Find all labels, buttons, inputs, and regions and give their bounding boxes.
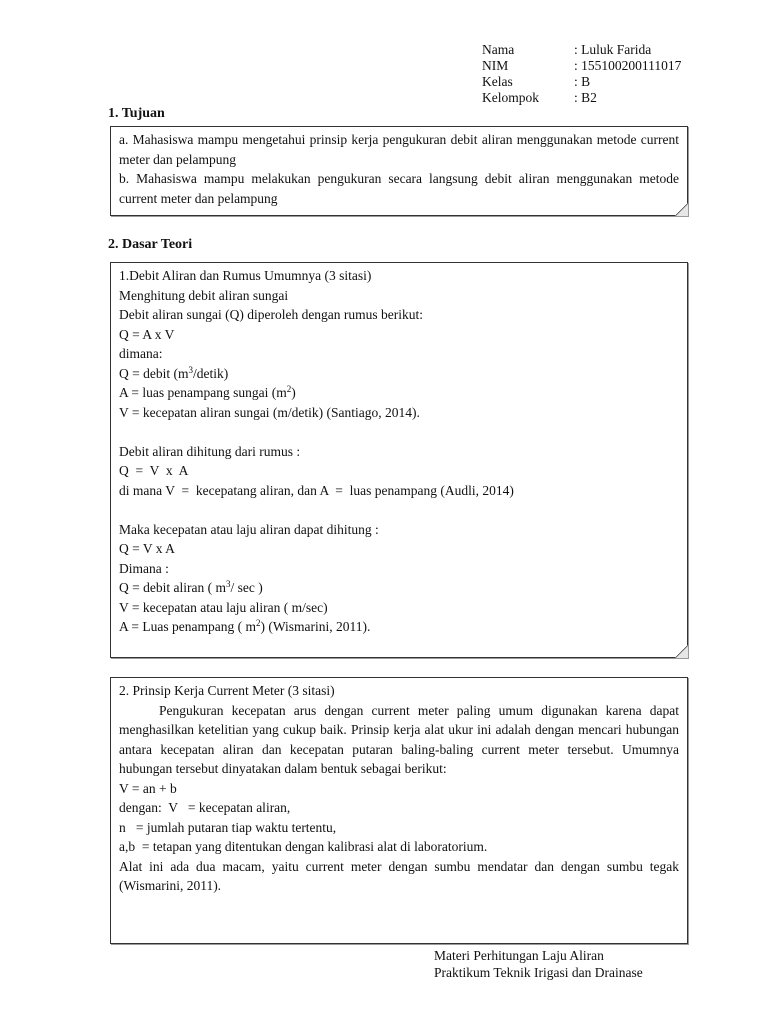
box1-line: Debit aliran sungai (Q) diperoleh dengan rumus berikut: — [119, 307, 424, 322]
header-kelas — [482, 74, 590, 90]
box1-formula: Q = V x A — [119, 463, 189, 478]
box2-paragraph-2: Alat ini ada dua macam, yaitu current meter dengan sumbu mendatar dan dengan sumbu tegak (Wismarini, 2011). — [119, 858, 679, 893]
footer-line-1: Materi Perhitungan Laju Aliran — [434, 948, 604, 963]
box2-definition: a,b = tetapan yang ditentukan dengan kalibrasi alat di laboratorium. — [119, 839, 488, 854]
box1-title: 1.Debit Aliran dan Rumus Umumnya (3 sitasi) — [119, 268, 372, 283]
tujuan-content — [119, 130, 679, 208]
box1-line: A = Luas penampang ( $m^2$) (Wismarini, 2011). — [119, 618, 371, 634]
tujuan-heading: 1. Tujuan — [108, 106, 165, 121]
box1-line: di mana V = kecepatang aliran, dan A = luas penampang (Audli, 2014) — [119, 482, 514, 498]
dasar-teori-box-2 — [110, 677, 688, 944]
box1-line: V = kecepatan aliran sungai (m/detik) (Santiago, 2014). — [119, 404, 420, 420]
dasar-teori-box-1 — [110, 262, 688, 658]
box1-line: Menghitung debit aliran sungai — [119, 287, 289, 303]
box1-line: Q = debit $(m^3/detik)$ — [119, 364, 229, 381]
kelas-label: Kelas — [482, 74, 513, 89]
box2-title: 2. Prinsip Kerja Current Meter (3 sitasi) — [119, 683, 335, 698]
tujuan-box — [110, 126, 688, 216]
box1-content — [119, 266, 679, 637]
kelompok-value: : B2 — [574, 90, 597, 105]
box2-definition: n = jumlah putaran tiap waktu tertentu, — [119, 819, 337, 835]
box1-formula: Q = A x V — [119, 326, 175, 342]
box1-formula: Q = V x A — [119, 541, 175, 556]
tujuan-item-b: b. Mahasiswa mampu melakukan pengukuran secara langsung debit aliran menggunakan metode current meter dan pelampung — [119, 171, 679, 206]
box2-paragraph-1: Pengukuran kecepatan arus dengan current meter paling umum digunakan karena dapat menghasilkan ketelitian yang cukup baik. Prinsip kerja alat ukur ini adalah dengan mencari hubungan antara kecepatan aliran dan kecepatan putaran baling-baling current meter tersebut. Umumnya hubungan tersebut dinyatakan dalam bentuk sebagai berikut: — [119, 702, 679, 776]
box1-line: A = luas penampang sungai $(m^2)$ — [119, 384, 296, 400]
box1-line: Debit aliran dihitung dari rumus : — [119, 443, 301, 459]
box2-formula: V = an + b — [119, 780, 177, 796]
header-nim — [482, 58, 681, 74]
blank-line — [119, 500, 679, 520]
box1-line: Maka kecepatan atau laju aliran dapat dihitung : — [119, 521, 379, 537]
page-curl-icon — [675, 203, 688, 216]
header-nama — [482, 42, 651, 58]
blank-line — [119, 422, 679, 442]
box2-definition: dengan: V = kecepatan aliran, — [119, 800, 291, 815]
header-kelompok — [482, 90, 597, 106]
box2-content — [119, 681, 679, 896]
box1-line: dimana: — [119, 346, 163, 361]
kelas-value: : B — [574, 74, 591, 89]
page-curl-icon — [675, 645, 688, 658]
box1-line: V = kecepatan atau laju aliran ( m/sec) — [119, 599, 328, 615]
nim-value: : 155100200111017 — [574, 58, 682, 73]
tujuan-item-a: a. Mahasiswa mampu mengetahui prinsip kerja pengukuran debit aliran menggunakan metode current meter dan pelampung — [119, 132, 679, 167]
footer-line-2: Praktikum Teknik Irigasi dan Drainase — [434, 965, 643, 980]
nim-label: NIM — [482, 58, 509, 73]
box1-line: Q = debit aliran ( $m^3/$ sec ) — [119, 579, 263, 595]
kelompok-label: Kelompok — [482, 90, 539, 105]
box1-line: Dimana : — [119, 560, 169, 576]
dasar-teori-heading: 2. Dasar Teori — [108, 237, 193, 252]
nama-label: Nama — [482, 42, 515, 57]
nama-value: : Luluk Farida — [574, 42, 652, 57]
